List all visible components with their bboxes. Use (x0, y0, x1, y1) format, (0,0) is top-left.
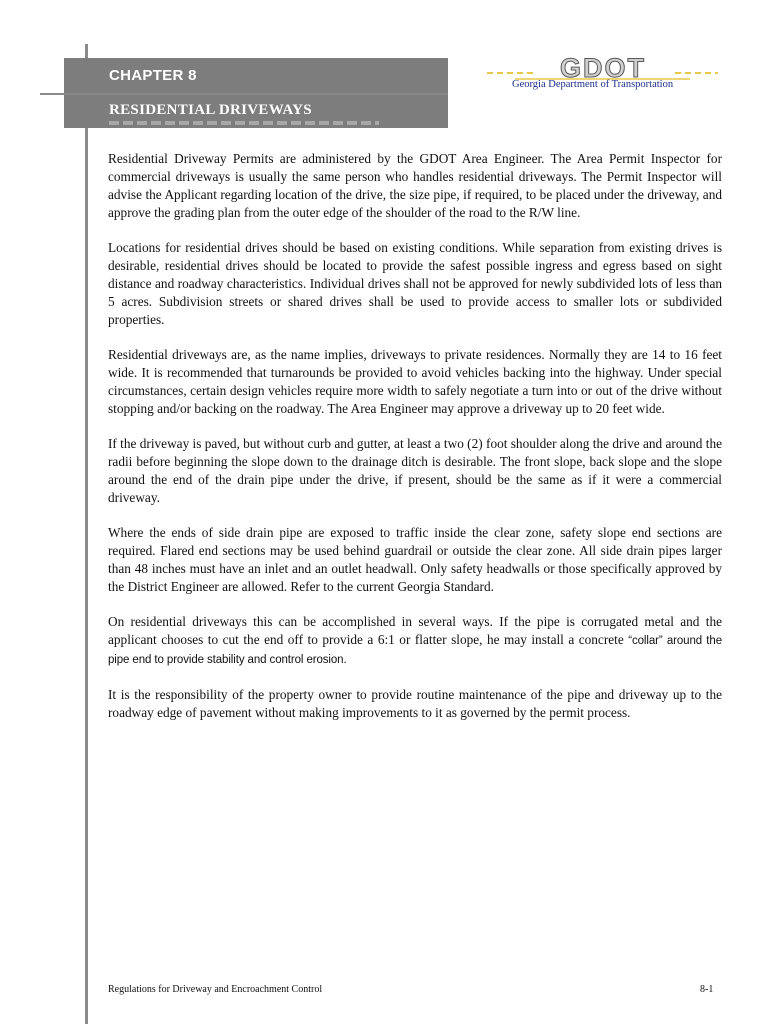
paragraph-7: It is the responsibility of the property owner to provide routine maintenance of the pipe and driveway up to the roadway edge of pavement without making improvements to it as governed by the permit process. (108, 687, 722, 720)
paragraph-2: Locations for residential drives should be based on existing conditions. While separation from existing drives is desirable, residential drives should be located to provide the safest possible ingress and egress based on sight distance and roadway characteristics. Individual drives shall not be approved for newly subdivided lots of less than 5 acres. Subdivision streets or shared drives shall be used to provide access to smaller lots or subdivided properties. (108, 240, 722, 327)
paragraph-4: If the driveway is paved, but without curb and gutter, at least a two (2) foot shoulder along the drive and around the radii before beginning the slope down to the drainage ditch is desirable. The front slope, back slope and the slope around the end of the drain pipe under the drive, if present, should be the same as if it were a commercial driveway. (108, 436, 722, 505)
footer-document-title: Regulations for Driveway and Encroachment Control (108, 984, 323, 995)
paragraph-6 (108, 613, 722, 669)
section-title: RESIDENTIAL DRIVEWAYS (109, 102, 312, 118)
paragraph-6-main: On residential driveways this can be accomplished in several ways. If the pipe is corrugated metal and the applicant chooses to cut the end off to provide a 6:1 or flatter slope, he may install a concrete (108, 614, 722, 647)
title-shadow-strip (109, 121, 379, 125)
paragraph-5: Where the ends of side drain pipe are exposed to traffic inside the clear zone, safety slope end sections are required. Flared end sections may be used behind guardrail or outside the clear zone. All side drain pipes larger than 48 inches must have an inlet and an outlet headwall. Only safety headwalls or those specifically approved by the District Engineer are allowed. Refer to the current Georgia Standard. (108, 525, 722, 594)
margin-rule-vertical (85, 44, 88, 1024)
paragraph-1: Residential Driveway Permits are administered by the GDOT Area Engineer. The Area Permit Inspector for commercial driveways is usually the same person who handles residential driveways. The Permit Inspector will advise the Applicant regarding location of the drive, the size pipe, if required, to be placed under the driveway, and approve the grading plan from the outer edge of the shoulder of the road to the R/W line. (108, 151, 722, 220)
section-title-band (64, 95, 448, 128)
chapter-band (64, 58, 448, 93)
body-text (108, 150, 722, 739)
logo-wordmark: GDOT (560, 56, 646, 83)
paragraph-6-tail: “collar” around the pipe end to provide stability and control erosion. (108, 635, 722, 666)
chapter-label: CHAPTER 8 (109, 67, 197, 84)
paragraph-3: Residential driveways are, as the name implies, driveways to private residences. Normally they are 14 to 16 feet wide. It is recommended that turnarounds be provided to avoid vehicles backing into the highway. Under special circumstances, certain design vehicles require more width to safely negotiate a turn into or out of the drive without stopping and/or backing on the roadway. The Area Engineer may approve a driveway up to 20 feet wide. (108, 347, 722, 416)
footer-page-number: 8-1 (700, 984, 714, 995)
logo-caption: Georgia Department of Transportation (512, 79, 674, 90)
